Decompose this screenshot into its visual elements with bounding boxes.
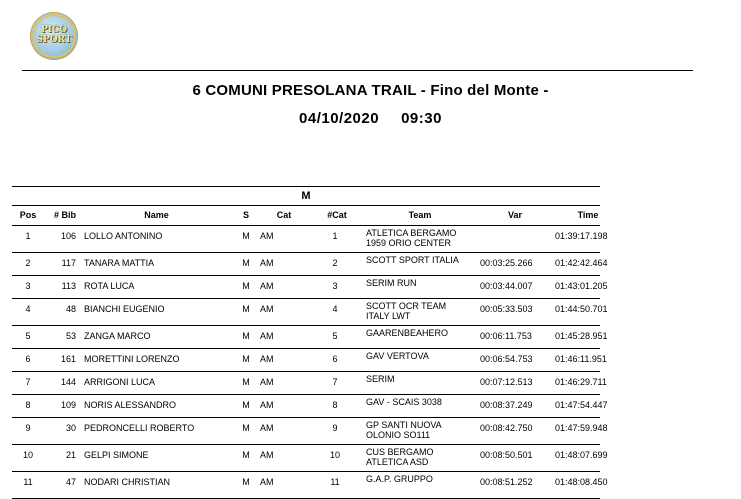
- column-header-row: [12, 206, 600, 226]
- cell-pos: 1: [25, 231, 31, 241]
- cell-time: 01:48:07.699: [555, 450, 608, 460]
- table-row: [12, 372, 607, 395]
- cell-var: 00:08:50.501: [480, 450, 533, 460]
- col-sex: S: [242, 210, 249, 220]
- cell-cat: AM: [260, 400, 274, 410]
- cell-time: 01:43:01.205: [555, 281, 608, 291]
- cell-cat-rank: 2: [332, 258, 338, 268]
- table-row: [12, 395, 608, 418]
- cell-name: TANARA MATTIA: [84, 258, 155, 268]
- cell-time: 01:47:59.948: [555, 423, 608, 433]
- table-row: [12, 253, 608, 276]
- category-header: M: [12, 186, 600, 206]
- logo-text: PICO SPORT: [36, 25, 72, 45]
- cell-bib: 47: [65, 477, 76, 487]
- cell-pos: 2: [25, 258, 31, 268]
- cell-pos: 6: [25, 354, 31, 364]
- cell-time: 01:47:54.447: [555, 400, 608, 410]
- cell-var: 00:08:42.750: [480, 423, 533, 433]
- cell-var: 00:03:25.266: [480, 258, 533, 268]
- cell-cat-rank: 6: [332, 354, 338, 364]
- cell-cat-rank: 3: [332, 281, 338, 291]
- cell-name: MORETTINI LORENZO: [84, 354, 180, 364]
- cell-bib: 144: [60, 377, 76, 387]
- cell-name: NODARI CHRISTIAN: [84, 477, 171, 487]
- race-datetime: [0, 110, 741, 127]
- table-row: [12, 326, 608, 349]
- cell-cat-rank: 10: [329, 450, 340, 460]
- cell-sex: M: [242, 231, 250, 241]
- cell-team: SERIM RUN: [366, 278, 417, 288]
- cell-name: NORIS ALESSANDRO: [84, 400, 177, 410]
- cell-time: 01:48:08.450: [555, 477, 608, 487]
- race-time: 09:30: [401, 110, 442, 127]
- cell-team: SCOTT OCR TEAM ITALY LWT: [366, 301, 447, 321]
- cell-sex: M: [242, 354, 250, 364]
- cell-bib: 106: [60, 231, 76, 241]
- cell-time: 01:42:42.464: [555, 258, 608, 268]
- col-var: Var: [507, 210, 522, 220]
- cell-team: ATLETICA BERGAMO 1959 ORIO CENTER: [366, 228, 457, 248]
- cell-cat: AM: [260, 304, 274, 314]
- cell-cat: AM: [260, 477, 274, 487]
- race-title: 6 COMUNI PRESOLANA TRAIL - Fino del Monte -: [192, 82, 549, 99]
- cell-cat: AM: [260, 258, 274, 268]
- table-row: [12, 299, 608, 326]
- cell-team: SERIM: [366, 374, 395, 384]
- result-rows: [12, 226, 608, 499]
- cell-cat-rank: 9: [332, 423, 338, 433]
- cell-cat: AM: [260, 377, 274, 387]
- results-table: [12, 186, 608, 499]
- cell-sex: M: [242, 477, 250, 487]
- cell-cat: AM: [260, 423, 274, 433]
- cell-bib: 30: [65, 423, 76, 433]
- cell-bib: 113: [61, 281, 76, 291]
- cell-var: 00:07:12.513: [480, 377, 533, 387]
- col-pos: Pos: [19, 210, 37, 220]
- cell-team: SCOTT SPORT ITALIA: [366, 255, 459, 265]
- cell-cat: AM: [260, 231, 274, 241]
- col-time: Time: [577, 210, 599, 220]
- cell-cat-rank: 5: [332, 331, 338, 341]
- cell-name: PEDRONCELLI ROBERTO: [84, 423, 195, 433]
- cell-name: GELPI SIMONE: [84, 450, 149, 460]
- cell-sex: M: [242, 258, 250, 268]
- cell-sex: M: [242, 400, 250, 410]
- table-row: [12, 226, 608, 253]
- cell-team: CUS BERGAMO ATLETICA ASD: [366, 447, 434, 467]
- cell-sex: M: [242, 450, 250, 460]
- race-date: 04/10/2020: [299, 110, 380, 127]
- cell-pos: 3: [25, 281, 31, 291]
- cell-var: 00:06:11.753: [480, 331, 532, 341]
- cell-bib: 109: [60, 400, 76, 410]
- cell-time: 01:45:28.951: [555, 331, 608, 341]
- cell-time: 01:46:29.711: [555, 377, 607, 387]
- col-bib: # Bib: [53, 210, 76, 220]
- col-name: Name: [144, 210, 169, 220]
- cell-cat-rank: 4: [332, 304, 338, 314]
- cell-sex: M: [242, 331, 250, 341]
- col-cat: Cat: [276, 210, 292, 220]
- cell-team: GP SANTI NUOVA OLONIO SO111: [366, 420, 442, 440]
- cell-cat: AM: [260, 331, 274, 341]
- cell-time: 01:44:50.701: [555, 304, 608, 314]
- cell-bib: 53: [65, 331, 76, 341]
- cell-sex: M: [242, 281, 250, 291]
- col-cat-rank: #Cat: [327, 210, 347, 220]
- cell-cat-rank: 8: [332, 400, 338, 410]
- cell-var: 00:08:37.249: [480, 400, 533, 410]
- cell-bib: 48: [65, 304, 76, 314]
- cell-bib: 117: [61, 258, 76, 268]
- cell-name: ROTA LUCA: [84, 281, 135, 291]
- cell-cat: AM: [260, 450, 274, 460]
- cell-name: ARRIGONI LUCA: [84, 377, 156, 387]
- cell-sex: M: [242, 423, 250, 433]
- pico-sport-logo: [30, 12, 78, 60]
- cell-name: ZANGA MARCO: [84, 331, 151, 341]
- cell-name: LOLLO ANTONINO: [84, 231, 163, 241]
- col-team: Team: [408, 210, 432, 220]
- cell-time: 01:39:17.198: [555, 231, 608, 241]
- header-rule: [22, 70, 693, 71]
- cell-cat-rank: 11: [330, 477, 340, 487]
- cell-var: 00:08:51.252: [480, 477, 533, 487]
- cell-team: GAV - SCAIS 3038: [366, 397, 442, 407]
- cell-team: GAARENBEAHERO: [366, 328, 449, 338]
- cell-cat: AM: [260, 354, 274, 364]
- table-row: [12, 418, 608, 445]
- cell-sex: M: [242, 377, 250, 387]
- table-row: [12, 276, 608, 299]
- table-row: [12, 445, 608, 472]
- cell-pos: 8: [25, 400, 31, 410]
- cell-pos: 11: [23, 477, 33, 487]
- cell-bib: 161: [60, 354, 76, 364]
- cell-pos: 4: [25, 304, 31, 314]
- cell-bib: 21: [65, 450, 76, 460]
- cell-time: 01:46:11.951: [555, 354, 607, 364]
- cell-var: 00:03:44.007: [480, 281, 533, 291]
- cell-cat: AM: [260, 281, 274, 291]
- cell-cat-rank: 7: [332, 377, 338, 387]
- cell-pos: 7: [25, 377, 31, 387]
- cell-pos: 10: [22, 450, 33, 460]
- cell-var: 00:06:54.753: [480, 354, 533, 364]
- cell-cat-rank: 1: [332, 231, 338, 241]
- cell-var: 00:05:33.503: [480, 304, 533, 314]
- cell-pos: 5: [25, 331, 31, 341]
- cell-team: GAV VERTOVA: [366, 351, 429, 361]
- table-row: [12, 349, 607, 372]
- cell-name: BIANCHI EUGENIO: [84, 304, 165, 314]
- cell-pos: 9: [25, 423, 31, 433]
- cell-sex: M: [242, 304, 250, 314]
- cell-team: G.A.P. GRUPPO: [366, 474, 433, 484]
